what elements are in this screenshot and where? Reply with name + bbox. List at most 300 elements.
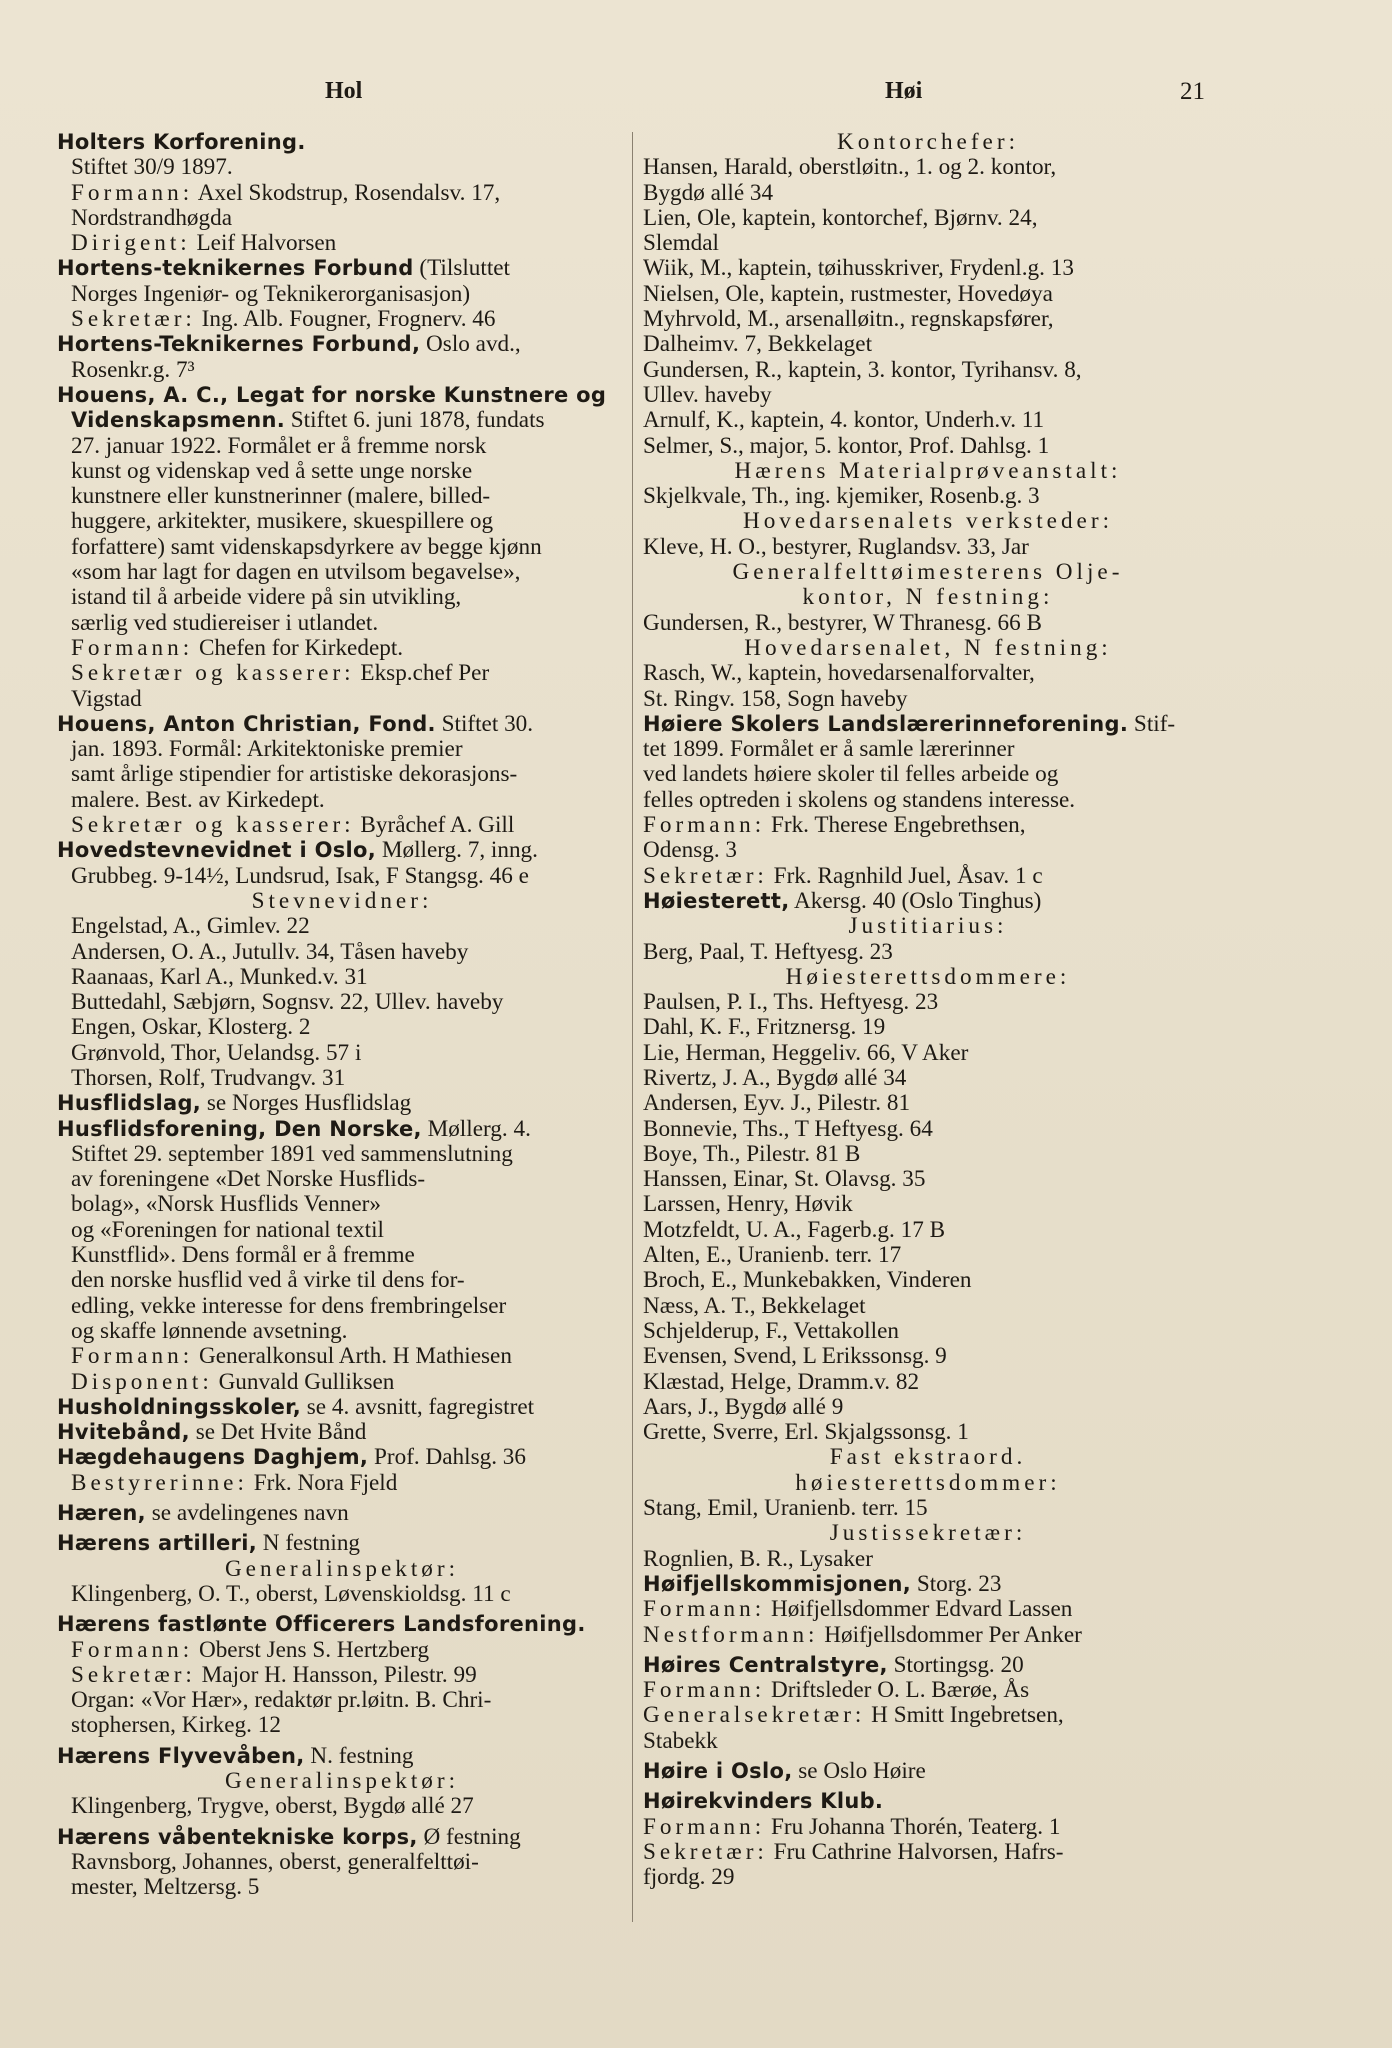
entry-line (643, 1117, 1213, 1142)
entry-text: Møllerg. 4. (421, 1115, 531, 1142)
entry-name: Houens, Anton Christian, Fond. (57, 711, 436, 736)
role-label: Generalinspektør: (224, 1768, 460, 1794)
entry-line (57, 206, 627, 231)
entry-text: Lie, Herman, Heggeliv. 66, V Aker (643, 1039, 969, 1066)
entry-text: Dalheimv. 7, Bekkelaget (643, 331, 873, 358)
entry-text: Stiftet 30. (435, 710, 534, 737)
entry-text: Fru Johanna Thorén, Teaterg. 1 (765, 1813, 1061, 1840)
entry-text: N festning (256, 1530, 361, 1557)
entry-text: stophersen, Kirkeg. 12 (71, 1712, 281, 1739)
entry-line (57, 1688, 627, 1713)
entry-text: Rasch, W., kaptein, hovedarsenalforvalter, (643, 660, 1035, 687)
entry-line (643, 1815, 1213, 1840)
role-label: Formann: (71, 179, 194, 206)
entry-line (643, 535, 1213, 560)
role-label: Formann: (71, 1343, 194, 1370)
entry-line (643, 459, 1213, 484)
entry-text: Larssen, Henry, Høvik (643, 1191, 853, 1218)
entry-text: Arnulf, K., kaptein, 4. kontor, Underh.v. 11 (643, 407, 1045, 434)
entry-line (643, 1623, 1213, 1648)
role-label: Generalsekretær: (643, 1702, 866, 1729)
entry-line (57, 282, 627, 307)
entry-line (57, 990, 627, 1015)
entry-text: Lien, Ole, kaptein, kontorchef, Bjørnv. 24, (643, 204, 1038, 231)
entry-line (57, 1041, 627, 1066)
role-label: Sekretær: (643, 862, 768, 889)
role-label: Formann: (643, 812, 766, 839)
entry-text: Thorsen, Rolf, Trudvangv. 31 (71, 1064, 346, 1091)
entry-line (643, 1142, 1213, 1167)
role-label: Formann: (643, 1596, 766, 1623)
entry-text: Stang, Emil, Uranienb. terr. 15 (643, 1495, 928, 1522)
entry-line (57, 1015, 627, 1040)
role-label: Sekretær og kasserer: (71, 660, 355, 687)
entry-text: H Smitt Ingebretsen, (865, 1702, 1064, 1729)
entry-line (643, 1840, 1213, 1865)
entry-line (643, 636, 1213, 661)
role-label: Dirigent: (71, 230, 191, 257)
entry-line (57, 1638, 627, 1663)
page-number: 21 (1180, 78, 1205, 105)
role-label: Sekretær: (643, 1838, 768, 1865)
entry-heading-line (57, 130, 627, 155)
entry-text: Raanaas, Karl A., Munked.v. 31 (71, 963, 368, 990)
entry-name: Holters Korforening. (57, 130, 306, 154)
role-label: Sekretær: (71, 1661, 196, 1688)
entry-line (643, 1066, 1213, 1091)
entry-text: Stiftet 30/9 1897. (71, 154, 233, 181)
role-label: Disponent: (71, 1368, 213, 1395)
role-label: Høiesterettsdommere: (785, 963, 1071, 990)
entry-text: istand til å arbeide videre på sin utvikling, (71, 584, 462, 611)
entry-text: Ravnsborg, Johannes, oberst, generalfelttøi- (71, 1848, 479, 1875)
entry-text: Rosenkr.g. 7³ (71, 356, 195, 383)
role-label: Formann: (71, 634, 194, 661)
entry-line (57, 1713, 627, 1738)
entry-text: Motzfeldt, U. A., Fagerb.g. 17 B (643, 1216, 946, 1243)
entry-text: Buttedahl, Sæbjørn, Sognsv. 22, Ullev. haveby (71, 989, 504, 1016)
role-label: Sekretær og kasserer: (71, 812, 355, 839)
entry-line (643, 282, 1213, 307)
entry-text: Ø festning (417, 1823, 521, 1850)
entry-text: malere. Best. av Kirkedept. (71, 786, 325, 813)
entry-line (57, 661, 627, 686)
entry-text: den norske husflid ved å virke til dens for- (71, 1267, 465, 1294)
entry-text: ved landets høiere skoler til felles arbeide og (643, 761, 1059, 788)
entry-heading-line (57, 256, 627, 281)
entry-line (643, 206, 1213, 231)
entry-text: Ullev. haveby (643, 381, 772, 408)
entry-line (57, 1218, 627, 1243)
entry-text: edling, vekke interesse for dens frembringelser (71, 1292, 507, 1319)
entry-text: kunst og videnskap ved å sette unge norske (71, 457, 473, 484)
entry-text: og «Foreningen for national textil (71, 1216, 384, 1243)
entry-heading-line (643, 889, 1213, 914)
entry-line (643, 1041, 1213, 1066)
role-label: Nestformann: (643, 1621, 819, 1648)
entry-line (643, 585, 1213, 610)
entry-line (57, 535, 627, 560)
role-label: Bestyrerinne: (71, 1469, 248, 1496)
entry-name: Høiesterett, (643, 888, 790, 913)
entry-line (57, 358, 627, 383)
entry-line (57, 585, 627, 610)
entry-text: Rognlien, B. R., Lysaker (643, 1545, 873, 1572)
entry-line (643, 990, 1213, 1015)
entry-name: Hæren, (57, 1501, 146, 1526)
entry-text: felles optreden i skolens og standens interesse. (643, 786, 1076, 813)
entry-heading-line (57, 1395, 627, 1420)
entry-text: Stiftet 6. juni 1878, fundats (284, 407, 545, 434)
entry-text: Generalkonsul Arth. H Mathiesen (193, 1343, 512, 1370)
entry-text: fjordg. 29 (643, 1864, 735, 1891)
entry-text: Frk. Therese Engebrethsen, (765, 812, 1026, 839)
entry-text: Gunvald Gulliksen (212, 1368, 395, 1395)
entry-text: Engelstad, A., Gimlev. 22 (71, 913, 310, 940)
header-right-keyword: Høi (885, 78, 923, 104)
entry-text: Bygdø allé 34 (643, 179, 774, 206)
entry-line (57, 940, 627, 965)
entry-heading-line (57, 332, 627, 357)
entry-name: Hortens-Teknikernes Forbund, (57, 332, 421, 357)
entry-text: kunstnere eller kunstnerinner (malere, billed- (71, 483, 491, 510)
entry-line (57, 231, 627, 256)
entry-line (643, 661, 1213, 686)
right-column (643, 130, 1213, 1890)
entry-line (643, 914, 1213, 939)
left-column (57, 130, 627, 1900)
entry-line (57, 1066, 627, 1091)
entry-text: Andersen, Eyv. J., Pilestr. 81 (643, 1090, 911, 1117)
entry-line (57, 1370, 627, 1395)
entry-text: Schjelderup, F., Vettakollen (643, 1317, 899, 1344)
entry-text: Klæstad, Helge, Dramm.v. 82 (643, 1368, 920, 1395)
entry-name: Høires Centralstyre, (643, 1652, 888, 1677)
entry-text: Driftsleder O. L. Bærøe, Ås (765, 1677, 1030, 1704)
entry-text: Nielsen, Ole, kaptein, rustmester, Hovedøya (643, 280, 1053, 307)
role-label: kontor, N festning: (802, 584, 1054, 611)
entry-name: Hærens artilleri, (57, 1531, 257, 1556)
entry-line (643, 1268, 1213, 1293)
entry-text: se Det Hvite Bånd (189, 1419, 367, 1446)
entry-line (57, 484, 627, 509)
entry-line (643, 737, 1213, 762)
entry-text: Klingenberg, Trygve, oberst, Bygdø allé 27 (71, 1793, 474, 1820)
entry-line (57, 889, 627, 914)
entry-line (57, 813, 627, 838)
entry-line (57, 1875, 627, 1900)
entry-heading-line (57, 1091, 627, 1116)
role-label: Justissekretær: (829, 1520, 1027, 1547)
entry-line (57, 181, 627, 206)
role-label: høiesterettsdommer: (795, 1469, 1061, 1496)
entry-heading-line (57, 1420, 627, 1445)
entry-heading-line (643, 1653, 1213, 1678)
entry-line (57, 155, 627, 180)
entry-name: Høiere Skolers Landslærerinneforening. (643, 711, 1129, 736)
entry-text: Skjelkvale, Th., ing. kjemiker, Rosenb.g. 3 (643, 483, 1040, 510)
role-label: Formann: (643, 1813, 766, 1840)
entry-name: Hægdehaugens Daghjem, (57, 1445, 369, 1470)
entry-line (643, 687, 1213, 712)
entry-text: Aars, J., Bygdø allé 9 (643, 1393, 844, 1420)
entry-line (643, 1218, 1213, 1243)
entry-text: Hanssen, Einar, St. Olavsg. 35 (643, 1166, 926, 1193)
entry-line (643, 332, 1213, 357)
entry-heading-line (57, 408, 627, 433)
entry-line (57, 1167, 627, 1192)
entry-text: Næss, A. T., Bekkelaget (643, 1292, 866, 1319)
entry-line (643, 1420, 1213, 1445)
entry-line (643, 560, 1213, 585)
entry-text: Stiftet 29. september 1891 ved sammenslutning (71, 1140, 513, 1167)
entry-line (643, 1192, 1213, 1217)
entry-heading-line (57, 383, 627, 408)
entry-line (57, 1192, 627, 1217)
entry-heading-line (643, 712, 1213, 737)
entry-line (57, 509, 627, 534)
entry-line (57, 1794, 627, 1819)
entry-line (643, 231, 1213, 256)
entry-line (57, 864, 627, 889)
entry-text: Paulsen, P. I., Ths. Heftyesg. 23 (643, 989, 939, 1016)
entry-text: Oberst Jens S. Hertzberg (193, 1636, 430, 1663)
entry-line (643, 408, 1213, 433)
entry-line (643, 1678, 1213, 1703)
role-label: Hærens Materialprøveanstalt: (734, 457, 1122, 484)
role-label: Stevnevidner: (251, 887, 433, 914)
entry-text: Hansen, Harald, oberstløitn., 1. og 2. kontor, (643, 154, 1057, 181)
entry-text: Frk. Ragnhild Juel, Åsav. 1 c (767, 862, 1043, 889)
entry-line (57, 687, 627, 712)
entry-name: Hærens Flyvevåben, (57, 1743, 305, 1768)
entry-line (643, 1521, 1213, 1546)
entry-line (643, 1344, 1213, 1369)
entry-line (57, 1243, 627, 1268)
entry-line (57, 1471, 627, 1496)
entry-text: 27. januar 1922. Formålet er å fremme norsk (71, 432, 487, 459)
entry-line (57, 307, 627, 332)
entry-text: se Oslo Høire (792, 1758, 926, 1784)
entry-text: Gundersen, R., kaptein, 3. kontor, Tyrihansv. 8, (643, 356, 1082, 383)
entry-text: se 4. avsnitt, fagregistret (300, 1393, 535, 1420)
entry-heading-line (57, 1825, 627, 1850)
entry-line (57, 434, 627, 459)
entry-text: N. festning (304, 1742, 414, 1769)
entry-text: Evensen, Svend, L Erikssonsg. 9 (643, 1343, 947, 1370)
role-label: Fast ekstraord. (829, 1444, 1027, 1471)
entry-text: samt årlige stipendier for artistiske dekorasjons- (71, 761, 518, 788)
entry-name: Hærens fastlønte Officerers Landsforening. (57, 1612, 586, 1637)
entry-text: Rivertz, J. A., Bygdø allé 34 (643, 1064, 907, 1091)
entry-text: se avdelingenes navn (145, 1500, 349, 1527)
entry-text: Alten, E., Uranienb. terr. 17 (643, 1242, 902, 1269)
entry-line (57, 965, 627, 990)
entry-name: Hærens våbentekniske korps, (57, 1824, 418, 1849)
entry-text: Oslo avd., (420, 331, 521, 358)
entry-text: særlig ved studiereiser i utlandet. (71, 609, 379, 636)
entry-line (57, 1850, 627, 1875)
entry-line (57, 737, 627, 762)
entry-text: Organ: «Vor Hær», redaktør pr.løitn. B. Chri- (71, 1687, 492, 1714)
entry-name: Videnskapsmenn. (71, 408, 285, 433)
entry-line (643, 1729, 1213, 1754)
entry-text: Kleve, H. O., bestyrer, Ruglandsv. 33, Jar (643, 533, 1029, 560)
entry-line (643, 484, 1213, 509)
entry-name: Husflidsforening, Den Norske, (57, 1116, 422, 1141)
entry-heading-line (643, 1572, 1213, 1597)
entry-text: Norges Ingeniør- og Teknikerorganisasjon) (71, 280, 471, 307)
entry-line (643, 1395, 1213, 1420)
entry-line (643, 762, 1213, 787)
entry-line (643, 1294, 1213, 1319)
entry-heading-line (643, 1759, 1213, 1784)
entry-line (643, 1370, 1213, 1395)
entry-text: Kunstflid». Dens formål er å fremme (71, 1242, 415, 1269)
entry-line (643, 965, 1213, 990)
entry-text: Storg. 23 (911, 1570, 1002, 1597)
entry-heading-line (57, 712, 627, 737)
entry-text: (Tilsluttet (413, 255, 510, 282)
entry-name: Houens, A. C., Legat for norske Kunstnere og (57, 382, 607, 407)
entry-line (57, 1142, 627, 1167)
entry-heading-line (57, 1612, 627, 1637)
header-left-keyword: Hol (325, 78, 363, 104)
entry-heading-line (643, 1789, 1213, 1814)
role-label: Formann: (71, 1636, 194, 1663)
entry-line (643, 1445, 1213, 1470)
entry-line (643, 155, 1213, 180)
entry-line (57, 1769, 627, 1794)
role-label: Hovedarsenalets verksteder: (742, 508, 1114, 535)
entry-text: Høifjellsdommer Per Anker (818, 1621, 1082, 1648)
entry-text: Møllerg. 7, inng. (376, 837, 538, 864)
entry-text: Engen, Oskar, Klosterg. 2 (71, 1014, 311, 1041)
entry-text: Wiik, M., kaptein, tøihusskriver, Frydenl.g. 13 (643, 255, 1074, 282)
entry-text: tet 1899. Formålet er å samle lærerinner (643, 736, 1015, 763)
entry-line (57, 1319, 627, 1344)
entry-heading-line (57, 1445, 627, 1470)
entry-line (643, 1319, 1213, 1344)
entry-text: forfattere) samt videnskapsdyrkere av begge kjønn (71, 533, 542, 560)
entry-heading-line (57, 1744, 627, 1769)
entry-text: jan. 1893. Formål: Arkitektoniske premier (71, 736, 463, 763)
entry-text: Selmer, S., major, 5. kontor, Prof. Dahlsg. 1 (643, 432, 1050, 459)
entry-text: av foreningene «Det Norske Husflids- (71, 1166, 426, 1193)
entry-text: Klingenberg, O. T., oberst, Løvenskioldsg. 11 c (71, 1580, 511, 1607)
entry-name: Hovedstevnevidnet i Oslo, (57, 838, 377, 863)
entry-line (643, 838, 1213, 863)
entry-text: se Norges Husflidslag (201, 1090, 412, 1117)
entry-text: og skaffe lønnende avsetning. (71, 1317, 348, 1344)
role-label: Generalinspektør: (224, 1555, 460, 1582)
entry-line (643, 1496, 1213, 1521)
entry-heading-line (57, 838, 627, 863)
entry-text: Axel Skodstrup, Rosendalsv. 17, (193, 179, 501, 206)
role-label: Hovedarsenalet, N festning: (744, 634, 1112, 661)
entry-text: bolag», «Norsk Husflids Venner» (71, 1191, 381, 1218)
entry-heading-line (57, 1531, 627, 1556)
entry-line (643, 130, 1213, 155)
entry-text: Stif- (1128, 710, 1176, 737)
entry-line (643, 1015, 1213, 1040)
entry-line (643, 813, 1213, 838)
entry-text: Grette, Sverre, Erl. Skjalgssonsg. 1 (643, 1419, 969, 1446)
entry-text: Grubbeg. 9-14½, Lundsrud, Isak, F Stangsg. 46 e (71, 862, 529, 889)
entry-line (643, 1865, 1213, 1890)
entry-text: Broch, E., Munkebakken, Vinderen (643, 1267, 972, 1294)
entry-line (57, 914, 627, 939)
entry-line (57, 1582, 627, 1607)
role-label: Sekretær: (71, 306, 196, 333)
entry-text: Frk. Nora Fjeld (247, 1469, 398, 1496)
entry-text: Bonnevie, Ths., T Heftyesg. 64 (643, 1115, 933, 1142)
entry-line (643, 1243, 1213, 1268)
entry-text: Gundersen, R., bestyrer, W Thranesg. 66 B (643, 609, 1042, 636)
entry-line (57, 459, 627, 484)
role-label: Kontorchefer: (836, 129, 1020, 155)
entry-name: Høire i Oslo, (643, 1759, 793, 1783)
entry-text: Dahl, K. F., Fritznersg. 19 (643, 1014, 886, 1041)
entry-text: Odensg. 3 (643, 837, 738, 864)
entry-text: huggere, arkitekter, musikere, skuespillere og (71, 508, 494, 535)
entry-line (57, 1557, 627, 1582)
entry-line (643, 383, 1213, 408)
entry-line (57, 762, 627, 787)
entry-line (643, 1597, 1213, 1622)
entry-text: Chefen for Kirkedept. (193, 634, 404, 661)
entry-name: Hortens-teknikernes Forbund (57, 256, 414, 281)
entry-line (643, 1167, 1213, 1192)
entry-line (643, 358, 1213, 383)
entry-text: Prof. Dahlsg. 36 (368, 1444, 526, 1471)
role-label: Justitiarius: (848, 913, 1008, 940)
entry-name: Husholdningsskoler, (57, 1394, 301, 1419)
entry-name: Husflidslag, (57, 1091, 202, 1116)
entry-text: Akersg. 40 (Oslo Tinghus) (789, 887, 1042, 914)
entry-line (57, 788, 627, 813)
running-header (0, 78, 1392, 112)
entry-text: Slemdal (643, 230, 719, 257)
entry-line (643, 788, 1213, 813)
entry-name: Høirekvinders Klub. (643, 1789, 884, 1814)
entry-line (643, 509, 1213, 534)
entry-text: Høifjellsdommer Edvard Lassen (765, 1596, 1073, 1623)
entry-text: Byråchef A. Gill (354, 812, 515, 839)
entry-line (643, 940, 1213, 965)
entry-text: Grønvold, Thor, Uelandsg. 57 i (71, 1039, 362, 1066)
entry-line (643, 1547, 1213, 1572)
entry-text: Boye, Th., Pilestr. 81 B (643, 1140, 861, 1167)
entry-text: Fru Cathrine Halvorsen, Hafrs- (767, 1838, 1064, 1865)
entry-line (643, 181, 1213, 206)
entry-text: St. Ringv. 158, Sogn haveby (643, 685, 908, 712)
entry-text: Leif Halvorsen (190, 230, 337, 257)
entry-text: mester, Meltzersg. 5 (71, 1874, 260, 1901)
role-label: Generalfelttøimesterens Olje- (732, 559, 1124, 586)
entry-text: Berg, Paal, T. Heftyesg. 23 (643, 938, 893, 965)
entry-text: Stortingsg. 20 (887, 1651, 1024, 1678)
entry-line (643, 1091, 1213, 1116)
entry-name: Hvitebånd, (57, 1420, 190, 1445)
role-label: Formann: (643, 1677, 766, 1704)
entry-line (57, 1268, 627, 1293)
entry-line (57, 1663, 627, 1688)
entry-text: Eksp.chef Per (354, 660, 490, 687)
entry-text: Nordstrandhøgda (71, 204, 232, 231)
entry-text: Andersen, O. A., Jutullv. 34, Tåsen haveby (71, 938, 469, 965)
entry-line (57, 611, 627, 636)
